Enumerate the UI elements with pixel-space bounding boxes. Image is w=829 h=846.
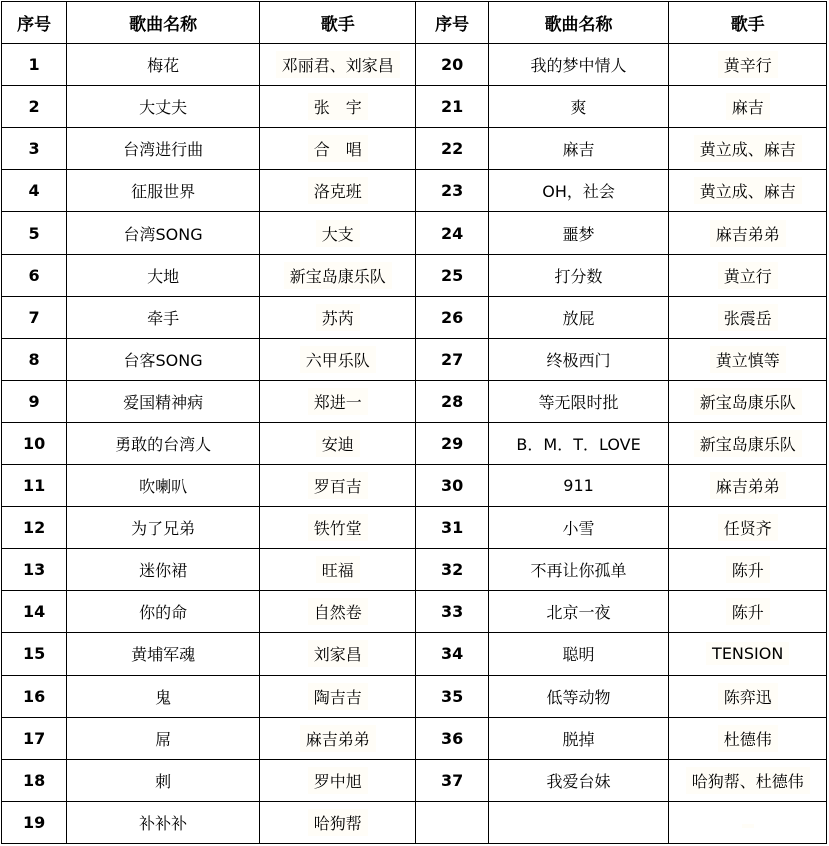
- table-row: [2, 212, 827, 254]
- singer-name: 黄立成、麻吉: [694, 135, 802, 162]
- song-number-cell: 26: [416, 296, 488, 338]
- singer-cell: [669, 422, 827, 464]
- song-number-cell: 14: [2, 591, 67, 633]
- song-title-cell: 噩梦: [488, 212, 669, 254]
- singer-cell: [259, 549, 416, 591]
- song-number-cell: 16: [2, 675, 67, 717]
- singer-cell: [669, 465, 827, 507]
- header-title-right: 歌曲名称: [488, 2, 669, 44]
- song-title-cell: 终极西门: [488, 338, 669, 380]
- singer-cell: [259, 591, 416, 633]
- song-number-cell: 33: [416, 591, 488, 633]
- singer-cell: [669, 44, 827, 86]
- singer-cell: [259, 212, 416, 254]
- song-number-cell: 13: [2, 549, 67, 591]
- singer-cell: [259, 170, 416, 212]
- table-row: [2, 44, 827, 86]
- singer-cell: [669, 801, 827, 843]
- song-number-cell: 11: [2, 465, 67, 507]
- singer-cell: [259, 422, 416, 464]
- song-number-cell: 3: [2, 128, 67, 170]
- header-num-right: 序号: [416, 2, 488, 44]
- song-number-cell: 9: [2, 380, 67, 422]
- singer-name: 邓丽君、刘家昌: [276, 51, 400, 78]
- singer-name: 罗百吉: [308, 472, 368, 499]
- song-title-cell: 补补补: [67, 801, 260, 843]
- song-title-cell: 为了兄弟: [67, 507, 260, 549]
- song-number-cell: 24: [416, 212, 488, 254]
- song-title-cell: B．M．T．LOVE: [488, 422, 669, 464]
- song-number-cell: [416, 801, 488, 843]
- singer-name: [742, 824, 754, 828]
- singer-cell: [259, 338, 416, 380]
- song-number-cell: 5: [2, 212, 67, 254]
- table-row: [2, 507, 827, 549]
- song-title-cell: 小雪: [488, 507, 669, 549]
- singer-cell: [259, 296, 416, 338]
- singer-cell: [669, 549, 827, 591]
- song-title-cell: 大地: [67, 254, 260, 296]
- singer-cell: [669, 717, 827, 759]
- singer-cell: [259, 759, 416, 801]
- table-row: [2, 296, 827, 338]
- singer-name: 洛克班: [308, 177, 368, 204]
- table-row: [2, 759, 827, 801]
- singer-cell: [259, 86, 416, 128]
- song-number-cell: 31: [416, 507, 488, 549]
- singer-cell: [259, 675, 416, 717]
- singer-name: 刘家昌: [308, 640, 368, 667]
- song-title-cell: 台湾SONG: [67, 212, 260, 254]
- singer-name: TENSION: [706, 642, 789, 665]
- song-title-cell: 刺: [67, 759, 260, 801]
- singer-cell: [669, 170, 827, 212]
- singer-name: 张震岳: [718, 304, 778, 331]
- song-number-cell: 28: [416, 380, 488, 422]
- singer-cell: [669, 254, 827, 296]
- song-title-cell: 聪明: [488, 633, 669, 675]
- song-number-cell: 10: [2, 422, 67, 464]
- singer-name: 黄立慎等: [710, 346, 786, 373]
- table-row: [2, 717, 827, 759]
- song-number-cell: 18: [2, 759, 67, 801]
- singer-name: 铁竹堂: [308, 514, 368, 541]
- song-title-cell: 勇敢的台湾人: [67, 422, 260, 464]
- table-row: [2, 801, 827, 843]
- singer-name: 陈升: [726, 598, 770, 625]
- song-title-cell: 不再让你孤单: [488, 549, 669, 591]
- song-title-cell: 爽: [488, 86, 669, 128]
- song-title-cell: 吹喇叭: [67, 465, 260, 507]
- singer-name: 黄立成、麻吉: [694, 177, 802, 204]
- singer-name: 大支: [316, 220, 360, 247]
- singer-cell: [669, 633, 827, 675]
- song-number-cell: 17: [2, 717, 67, 759]
- song-title-cell: [488, 801, 669, 843]
- singer-name: 黄立行: [718, 262, 778, 289]
- song-title-cell: 打分数: [488, 254, 669, 296]
- singer-name: 罗中旭: [308, 767, 368, 794]
- singer-name: 新宝岛康乐队: [284, 262, 392, 289]
- song-title-cell: 北京一夜: [488, 591, 669, 633]
- singer-cell: [259, 44, 416, 86]
- song-title-cell: 黄埔军魂: [67, 633, 260, 675]
- singer-name: 旺福: [316, 556, 360, 583]
- singer-cell: [669, 128, 827, 170]
- singer-name: 安迪: [316, 430, 360, 457]
- song-number-cell: 35: [416, 675, 488, 717]
- table-row: [2, 633, 827, 675]
- song-title-cell: 台客SONG: [67, 338, 260, 380]
- singer-name: 陈弈迅: [718, 683, 778, 710]
- singer-name: 新宝岛康乐队: [694, 388, 802, 415]
- song-title-cell: 梅花: [67, 44, 260, 86]
- singer-name: 合 唱: [308, 135, 368, 162]
- singer-name: 麻吉弟弟: [300, 725, 376, 752]
- song-number-cell: 29: [416, 422, 488, 464]
- song-title-cell: 麻吉: [488, 128, 669, 170]
- singer-cell: [259, 801, 416, 843]
- song-number-cell: 21: [416, 86, 488, 128]
- singer-cell: [669, 759, 827, 801]
- song-number-cell: 12: [2, 507, 67, 549]
- singer-name: 自然卷: [308, 598, 368, 625]
- song-title-cell: 台湾进行曲: [67, 128, 260, 170]
- singer-cell: [669, 338, 827, 380]
- header-num-left: 序号: [2, 2, 67, 44]
- song-title-cell: 迷你裙: [67, 549, 260, 591]
- song-title-cell: 等无限时批: [488, 380, 669, 422]
- singer-cell: [669, 296, 827, 338]
- singer-cell: [259, 254, 416, 296]
- song-number-cell: 4: [2, 170, 67, 212]
- song-table: [1, 1, 827, 844]
- song-number-cell: 27: [416, 338, 488, 380]
- song-table-body: [2, 44, 827, 844]
- singer-name: 郑进一: [308, 388, 368, 415]
- song-number-cell: 30: [416, 465, 488, 507]
- song-number-cell: 8: [2, 338, 67, 380]
- song-title-cell: 911: [488, 465, 669, 507]
- singer-name: 新宝岛康乐队: [694, 430, 802, 457]
- table-row: [2, 86, 827, 128]
- singer-name: 陈升: [726, 556, 770, 583]
- singer-name: 哈狗帮、杜德伟: [686, 767, 810, 794]
- singer-cell: [669, 212, 827, 254]
- singer-name: 杜德伟: [718, 725, 778, 752]
- table-row: [2, 170, 827, 212]
- singer-cell: [259, 507, 416, 549]
- header-row: [2, 2, 827, 44]
- singer-cell: [669, 86, 827, 128]
- song-number-cell: 36: [416, 717, 488, 759]
- singer-cell: [259, 465, 416, 507]
- singer-name: 陶吉吉: [308, 683, 368, 710]
- song-number-cell: 20: [416, 44, 488, 86]
- song-title-cell: 脱掉: [488, 717, 669, 759]
- song-number-cell: 22: [416, 128, 488, 170]
- song-title-cell: 你的命: [67, 591, 260, 633]
- singer-name: 任贤齐: [718, 514, 778, 541]
- singer-name: 哈狗帮: [308, 809, 368, 836]
- song-number-cell: 34: [416, 633, 488, 675]
- singer-cell: [669, 507, 827, 549]
- singer-cell: [259, 717, 416, 759]
- song-number-cell: 23: [416, 170, 488, 212]
- table-row: [2, 380, 827, 422]
- table-row: [2, 549, 827, 591]
- singer-cell: [259, 380, 416, 422]
- song-title-cell: 屌: [67, 717, 260, 759]
- table-row: [2, 254, 827, 296]
- song-title-cell: 我的梦中情人: [488, 44, 669, 86]
- table-row: [2, 675, 827, 717]
- singer-name: 张 宇: [308, 93, 368, 120]
- song-title-cell: 鬼: [67, 675, 260, 717]
- table-row: [2, 338, 827, 380]
- song-title-cell: 放屁: [488, 296, 669, 338]
- song-title-cell: 爱国精神病: [67, 380, 260, 422]
- song-number-cell: 6: [2, 254, 67, 296]
- song-number-cell: 37: [416, 759, 488, 801]
- header-singer-right: 歌手: [669, 2, 827, 44]
- song-number-cell: 7: [2, 296, 67, 338]
- table-row: [2, 422, 827, 464]
- singer-name: 麻吉弟弟: [710, 472, 786, 499]
- singer-cell: [259, 633, 416, 675]
- song-number-cell: 25: [416, 254, 488, 296]
- song-number-cell: 32: [416, 549, 488, 591]
- singer-cell: [669, 380, 827, 422]
- singer-cell: [669, 675, 827, 717]
- header-title-left: 歌曲名称: [67, 2, 260, 44]
- song-number-cell: 15: [2, 633, 67, 675]
- song-title-cell: 低等动物: [488, 675, 669, 717]
- singer-name: 麻吉: [726, 93, 770, 120]
- song-title-cell: OH，社会: [488, 170, 669, 212]
- singer-cell: [669, 591, 827, 633]
- table-row: [2, 465, 827, 507]
- song-title-cell: 牵手: [67, 296, 260, 338]
- song-number-cell: 19: [2, 801, 67, 843]
- song-title-cell: 征服世界: [67, 170, 260, 212]
- singer-name: 苏芮: [316, 304, 360, 331]
- song-title-cell: 大丈夫: [67, 86, 260, 128]
- table-row: [2, 128, 827, 170]
- singer-name: 六甲乐队: [300, 346, 376, 373]
- singer-name: 麻吉弟弟: [710, 220, 786, 247]
- singer-cell: [259, 128, 416, 170]
- table-row: [2, 591, 827, 633]
- header-singer-left: 歌手: [259, 2, 416, 44]
- song-number-cell: 2: [2, 86, 67, 128]
- song-title-cell: 我爱台妹: [488, 759, 669, 801]
- song-number-cell: 1: [2, 44, 67, 86]
- singer-name: 黄辛行: [718, 51, 778, 78]
